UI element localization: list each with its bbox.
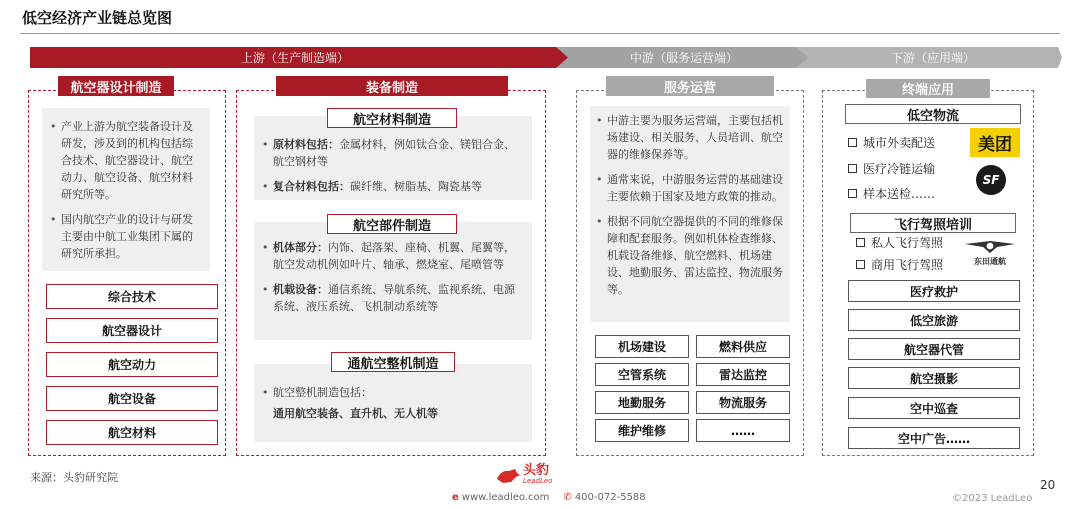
service-bullet: • 中游主要为服务运营端，主要包括机场建设、相关服务、人员培训、航空器的维修保养等。 — [594, 112, 784, 163]
parts-line: • 机载设备：通信系统、导航系统、监视系统、电源系统、液压系统、飞机制动系统等 — [260, 281, 524, 315]
service-item: 燃料供应 — [696, 335, 790, 358]
materials-label: 原材料包括： — [273, 138, 339, 151]
design-item: 航空动力 — [46, 352, 218, 377]
desc-bullet: • 国内航空产业的设计与研发主要由中航工业集团下属的研究所承担。 — [48, 211, 202, 262]
training-header: 飞行驾照培训 — [850, 213, 1016, 233]
general-line: • 航空整机制造包括： — [260, 384, 524, 401]
website-link[interactable]: www.leadleo.com — [461, 492, 550, 503]
materials-label: 复合材料包括： — [273, 180, 350, 193]
terminal-app: 低空旅游 — [848, 309, 1020, 331]
aircraft-design-header: 航空器设计制造 — [58, 76, 174, 96]
design-item: 航空材料 — [46, 420, 218, 445]
aviation-school-name: 东田通航 — [974, 256, 1006, 266]
service-bullet: • 通常来说，中游服务运营的基础建设主要依赖于国家及地方政策的推动。 — [594, 171, 784, 205]
phone-number: 400-072-5588 — [574, 492, 646, 503]
service-item: 机场建设 — [595, 335, 689, 358]
materials-line: • 复合材料包括：碳纤维、树脂基、陶瓷基等 — [260, 178, 524, 195]
page-title: 低空经济产业链总览图 — [22, 9, 173, 27]
terminal-app: 航空摄影 — [848, 367, 1020, 389]
service-item: …… — [696, 419, 790, 442]
phone-icon: ✆ — [563, 492, 572, 503]
copyright: ©2023 LeadLeo — [952, 493, 1033, 504]
aircraft-design-desc — [42, 108, 210, 271]
logistics-item: 城市外卖配送 — [848, 134, 935, 151]
parts-box — [254, 222, 532, 340]
aviation-school-logo — [960, 234, 1020, 270]
desc-bullet: • 产业上游为航空装备设计及研发，涉及到的机构包括综合技术、航空器设计、航空动力、航空设备、航空材料研究所等。 — [48, 118, 202, 203]
logistics-item: 样本送检…… — [848, 185, 935, 202]
sf-express-logo: SF — [976, 165, 1006, 195]
logistics-header: 低空物流 — [845, 104, 1021, 124]
design-item: 航空器设计 — [46, 318, 218, 343]
downstream-label: 下游（应用端） — [890, 51, 975, 65]
general-detail: 通用航空装备、直升机、无人机等 — [273, 407, 438, 420]
midstream-label: 中游（服务运营端） — [629, 51, 738, 65]
general-box — [254, 364, 532, 442]
design-item: 航空设备 — [46, 386, 218, 411]
web-icon: e — [452, 492, 459, 503]
brand-name-en: LeadLeo — [523, 477, 553, 485]
service-item: 雷达监控 — [696, 363, 790, 386]
materials-line: • 原材料包括：金属材料，例如钛合金、镁铝合金、航空钢材等 — [260, 136, 524, 170]
checkbox-icon — [856, 260, 865, 269]
checkbox-icon — [848, 164, 857, 173]
service-item: 空管系统 — [595, 363, 689, 386]
service-header: 服务运营 — [606, 76, 774, 96]
terminal-app: 航空器代管 — [848, 338, 1020, 360]
service-item: 物流服务 — [696, 391, 790, 414]
brand-name: 头豹 — [523, 463, 550, 478]
checkbox-icon — [856, 238, 865, 247]
leopard-icon — [495, 467, 521, 485]
terminal-app: 空中广告…… — [848, 427, 1020, 449]
service-item: 维护维修 — [595, 419, 689, 442]
parts-label: 机载设备： — [273, 283, 328, 296]
parts-header: 航空部件制造 — [327, 214, 457, 234]
upstream-label: 上游（生产制造端） — [240, 51, 349, 65]
checkbox-icon — [848, 189, 857, 198]
contact-bar — [452, 492, 646, 503]
design-item: 综合技术 — [46, 284, 218, 309]
source-note: 来源：头豹研究院 — [30, 471, 118, 484]
wings-icon — [963, 238, 1017, 256]
terminal-app: 空中巡查 — [848, 397, 1020, 419]
meituan-logo: 美团 — [970, 128, 1020, 157]
parts-label: 机体部分： — [273, 241, 328, 254]
parts-line: • 机体部分：内饰、起落架、座椅、机翼、尾翼等，航空发动机例如叶片、轴承、燃烧室、尾喷管等 — [260, 239, 524, 273]
checkbox-icon — [848, 138, 857, 147]
training-item: 商用飞行驾照 — [856, 256, 943, 273]
general-header: 通航空整机制造 — [331, 352, 455, 372]
training-item: 私人飞行驾照 — [856, 234, 943, 251]
equipment-header: 装备制造 — [276, 76, 508, 96]
service-desc — [590, 106, 790, 322]
brand-logo — [495, 465, 552, 487]
materials-box — [254, 116, 532, 200]
page-number: 20 — [1040, 478, 1056, 492]
service-bullet: • 根据不同航空器提供的不同的维修保障和配套服务。例如机体检查维修、机载设备维修、航空燃料、机场建设、地勤服务、雷达监控、物流服务等。 — [594, 213, 784, 298]
logistics-item: 医疗冷链运输 — [848, 160, 935, 177]
terminal-app: 医疗救护 — [848, 280, 1020, 302]
service-item: 地勤服务 — [595, 391, 689, 414]
title-divider — [20, 33, 1060, 34]
materials-header: 航空材料制造 — [327, 108, 457, 128]
terminal-header: 终端应用 — [866, 79, 990, 98]
